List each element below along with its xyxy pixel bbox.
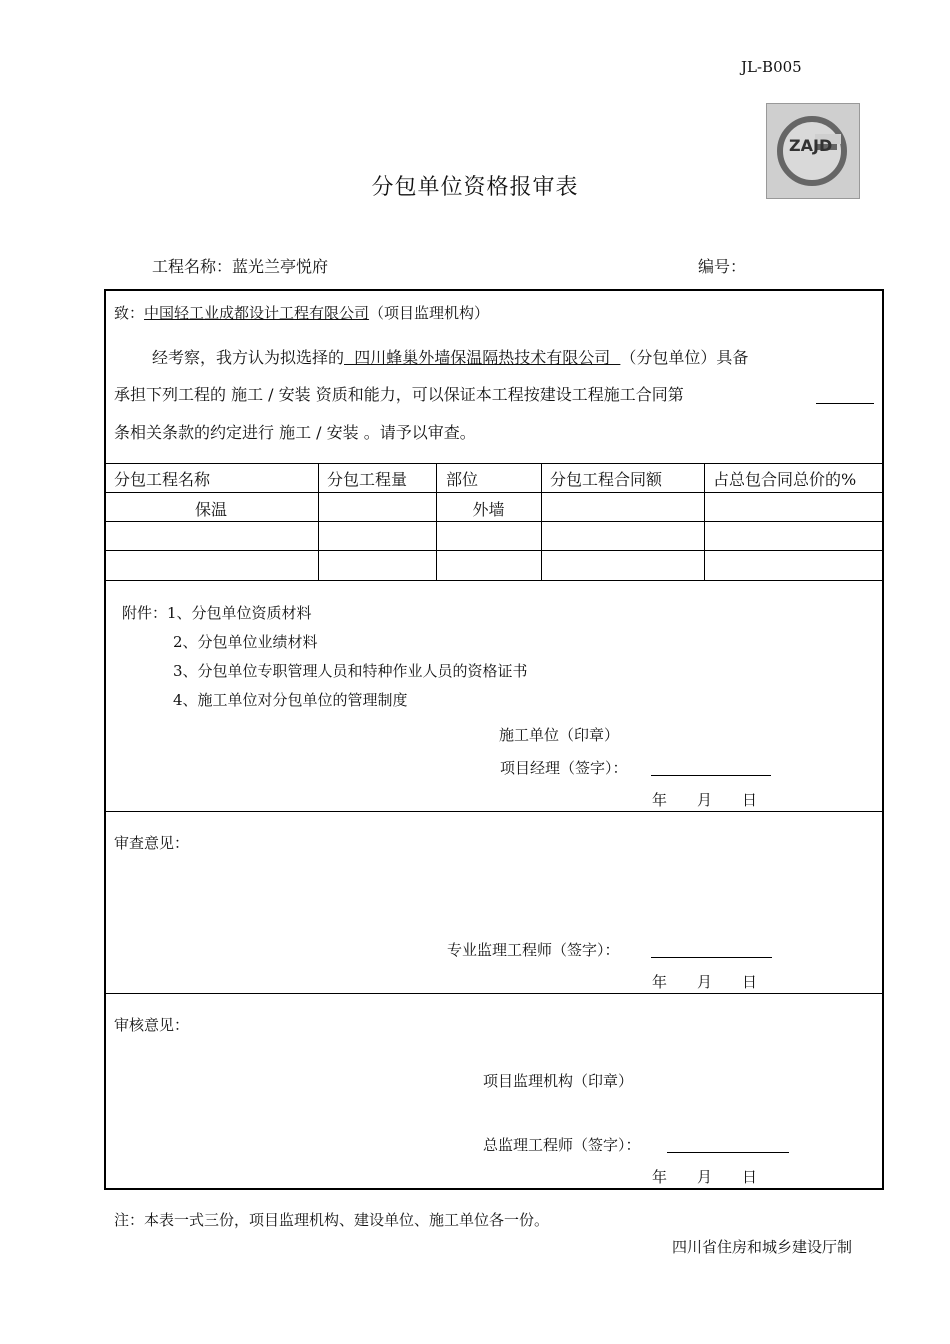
attachment-text: 1、分包单位资质材料: [167, 604, 312, 622]
subcontractor-name: 四川蜂巢外墙保温隔热技术有限公司: [344, 348, 621, 367]
attachment-item-3: 3、分包单位专职管理人员和特种作业人员的资格证书: [173, 662, 528, 680]
logo-text: ZAJD: [789, 136, 833, 155]
table-line: [104, 550, 884, 551]
supervision-org-seal: 项目监理机构（印章）: [483, 1072, 634, 1090]
section-divider: [104, 811, 884, 812]
form-number: 编号：: [698, 257, 747, 276]
engineer-signature-line: [651, 957, 772, 958]
table-header-location: 部位: [446, 470, 479, 489]
addressee-prefix: 致：: [114, 304, 145, 322]
table-header-percent: 占总包合同总价的%: [713, 470, 857, 489]
attachment-item-1: [122, 602, 312, 623]
audit-opinion-label: 审核意见：: [114, 1016, 190, 1034]
footnote: 注：本表一式三份，项目监理机构、建设单位、施工单位各一份。: [114, 1211, 550, 1229]
form-code: JL-B005: [741, 58, 802, 76]
project-name: 工程名称：蓝光兰亭悦府: [152, 257, 329, 276]
table-line: [104, 521, 884, 522]
manager-signature-line: [651, 775, 771, 776]
table-header-amount: 分包工程合同额: [550, 470, 663, 489]
body-line-3: 条相关条款的约定进行 施工 / 安装 。请予以审查。: [114, 423, 476, 442]
table-header-quantity: 分包工程量: [327, 470, 408, 489]
addressee: [114, 302, 489, 323]
table-cell-work-name: 保温: [194, 500, 227, 519]
attachments-label: 附件：: [122, 604, 168, 622]
attachment-item-2: 2、分包单位业绩材料: [173, 633, 318, 651]
review-date: 年 月 日: [652, 973, 758, 991]
table-col-line: [704, 463, 705, 580]
table-line: [104, 492, 884, 493]
audit-date: 年 月 日: [652, 1168, 758, 1186]
attachment-item-4: 4、施工单位对分包单位的管理制度: [173, 691, 408, 709]
specialist-engineer-label: 专业监理工程师（签字）：: [447, 941, 620, 959]
body-line1-a: 经考察，我方认为拟选择的: [152, 348, 345, 367]
table-cell-location: 外墙: [472, 500, 505, 519]
body-line1-b: （分包单位）具备: [620, 348, 749, 367]
page-title: 分包单位资格报审表: [371, 175, 579, 200]
table-col-line: [541, 463, 542, 580]
contractor-date: 年 月 日: [652, 791, 758, 809]
table-top-line: [104, 463, 884, 464]
table-col-line: [436, 463, 437, 580]
table-header-name: 分包工程名称: [114, 470, 211, 489]
body-line-1: [152, 345, 748, 368]
contractor-seal: 施工单位（印章）: [499, 726, 620, 744]
clause-blank-line: [816, 403, 874, 404]
body-line-2: 承担下列工程的 施工 / 安装 资质和能力，可以保证本工程按建设工程施工合同第: [114, 385, 684, 404]
review-opinion-label: 审查意见：: [114, 834, 190, 852]
section-divider: [104, 993, 884, 994]
addressee-suffix: （项目监理机构）: [369, 304, 490, 322]
table-col-line: [318, 463, 319, 580]
issuer: 四川省住房和城乡建设厅制: [672, 1238, 853, 1256]
project-manager-label: 项目经理（签字）：: [500, 759, 628, 777]
table-bottom-line: [104, 580, 884, 581]
chief-signature-line: [667, 1152, 789, 1153]
supervisor-company: 中国轻工业成都设计工程有限公司: [144, 304, 370, 322]
chief-engineer-label: 总监理工程师（签字）：: [483, 1136, 641, 1154]
